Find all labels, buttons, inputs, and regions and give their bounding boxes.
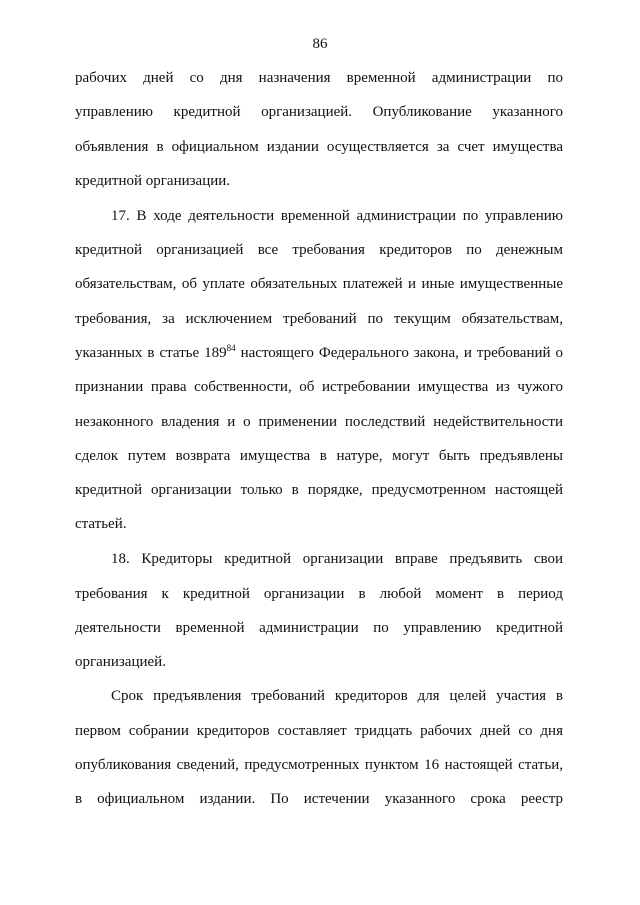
text-line: признании права собственности, об истребовании имущества из чужого (75, 379, 563, 395)
text-line: незаконного владения и о применении последствий недействительности (75, 414, 563, 430)
text-segment: настоящего Федерального закона, и требований о (235, 345, 563, 361)
text-line: кредитной организации. (75, 173, 231, 189)
text-line: кредитной организацией все требования кредиторов по денежным (75, 242, 563, 258)
text-line: статьей. (75, 516, 127, 532)
text-line-with-reference (75, 343, 563, 363)
text-line: управлению кредитной организацией. Опубликование указанного (75, 104, 563, 120)
text-line: требования к кредитной организации в любой момент в период (75, 586, 563, 602)
text-line: 17. В ходе деятельности временной администрации по управлению (111, 208, 563, 224)
text-line: первом собрании кредиторов составляет тридцать рабочих дней со дня (75, 723, 563, 739)
text-line: объявления в официальном издании осуществляется за счет имущества (75, 139, 563, 155)
article-superscript: 84 (226, 343, 236, 353)
text-line: 18. Кредиторы кредитной организации вправе предъявить свои (111, 551, 563, 567)
text-line: в официальном издании. По истечении указанного срока реестр (75, 791, 563, 807)
text-line: организацией. (75, 654, 166, 670)
text-line: сделок путем возврата имущества в натуре, могут быть предъявлены (75, 448, 563, 464)
text-segment: указанных в статье 189 (75, 345, 227, 361)
text-line: Срок предъявления требований кредиторов для целей участия в (111, 688, 563, 704)
page-number: 86 (312, 36, 328, 52)
text-line: кредитной организации только в порядке, предусмотренном настоящей (75, 482, 563, 498)
text-line: требования, за исключением требований по текущим обязательствам, (75, 311, 563, 327)
text-line: обязательствам, об уплате обязательных платежей и иные имущественные (75, 276, 563, 292)
text-line: рабочих дней со дня назначения временной администрации по (75, 70, 563, 86)
text-line: опубликования сведений, предусмотренных пунктом 16 настоящей статьи, (75, 757, 563, 773)
text-line: деятельности временной администрации по управлению кредитной (75, 620, 563, 636)
